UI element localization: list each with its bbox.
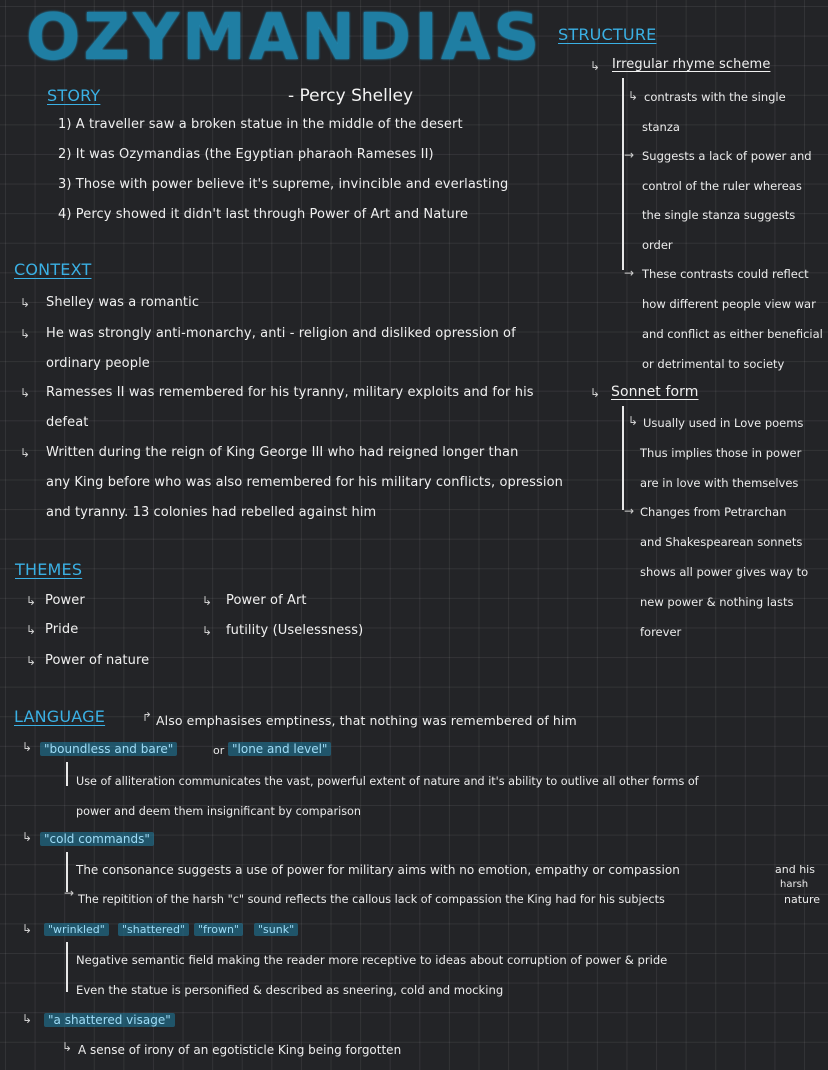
story-heading: STORY <box>47 86 101 105</box>
sonnet-form-title: Sonnet form <box>611 384 699 400</box>
quote3-line-2: Even the statue is personified & described as sneering, cold and mocking <box>76 983 504 997</box>
theme-power-of-nature: Power of nature <box>45 653 150 668</box>
context-line-8: and tyranny. 13 colonies had rebelled against him <box>46 505 377 520</box>
quote-sunk: "sunk" <box>254 923 298 936</box>
arrow-up-right-icon: ↱ <box>142 710 153 724</box>
themes-heading: THEMES <box>15 560 83 579</box>
story-item-3: 3) Those with power believe it's supreme, invincible and everlasting <box>58 177 509 192</box>
bullet-arrow-icon: ↳ <box>628 89 639 103</box>
sonnet-line-8: forever <box>640 625 682 639</box>
structure-irregular-line-7: These contrasts could reflect <box>642 267 809 281</box>
arrow-right-icon: → <box>624 266 635 280</box>
bullet-arrow-icon: ↳ <box>20 327 31 341</box>
bullet-arrow-icon: ↳ <box>590 59 601 73</box>
context-heading: CONTEXT <box>14 260 92 279</box>
context-line-1: Shelley was a romantic <box>46 295 200 310</box>
arrow-right-icon: → <box>624 148 635 162</box>
context-line-3: ordinary people <box>46 356 150 371</box>
bullet-arrow-icon: ↳ <box>20 296 31 310</box>
story-item-2: 2) It was Ozymandias (the Egyptian pharaoh Rameses II) <box>58 147 434 162</box>
sonnet-bracket <box>622 406 624 510</box>
quote2-note-harsh: harsh <box>780 879 809 890</box>
irregular-rhyme-title: Irregular rhyme scheme <box>612 57 771 72</box>
bullet-arrow-icon: ↳ <box>202 594 213 608</box>
bullet-arrow-icon: ↳ <box>26 654 37 668</box>
arrow-right-icon: → <box>64 886 75 900</box>
sonnet-line-1: Usually used in Love poems <box>643 416 804 430</box>
bullet-arrow-icon: ↳ <box>26 594 37 608</box>
arrow-right-icon: → <box>624 504 635 518</box>
theme-power-of-art: Power of Art <box>226 593 307 608</box>
context-line-4: Ramesses II was remembered for his tyranny, military exploits and for his <box>46 385 534 400</box>
structure-irregular-line-4: control of the ruler whereas <box>642 179 802 193</box>
structure-irregular-line-6: order <box>642 238 673 252</box>
quote2-note-and-his: and his <box>775 863 815 876</box>
structure-irregular-line-9: and conflict as either beneficial <box>642 327 823 341</box>
theme-power: Power <box>45 593 85 608</box>
story-item-1: 1) A traveller saw a broken statue in the middle of the desert <box>58 117 463 132</box>
structure-irregular-line-10: or detrimental to society <box>642 357 785 371</box>
quote4-line-1: A sense of irony of an egotisticle King being forgotten <box>78 1043 402 1057</box>
sonnet-line-6: shows all power gives way to <box>640 565 809 579</box>
sonnet-line-5: and Shakespearean sonnets <box>640 535 803 549</box>
context-line-7: any King before who was also remembered for his military conflicts, opression <box>46 475 563 490</box>
bullet-arrow-icon: ↳ <box>22 1012 33 1026</box>
quote-or-label: or <box>213 744 225 757</box>
bullet-arrow-icon: ↳ <box>202 624 213 638</box>
quote2-line-1: The consonance suggests a use of power for military aims with no emotion, empathy or compassion <box>76 863 680 877</box>
structure-irregular-line-2: stanza <box>642 120 680 134</box>
structure-heading: STRUCTURE <box>558 25 657 44</box>
quote-boundless-and-bare: "boundless and bare" <box>40 742 177 756</box>
structure-irregular-line-5: the single stanza suggests <box>642 208 796 222</box>
quote-lone-and-level: "lone and level" <box>228 742 331 756</box>
sonnet-line-7: new power & nothing lasts <box>640 595 794 609</box>
bullet-arrow-icon: ↳ <box>26 623 37 637</box>
quote2-line-2: The repitition of the harsh "c" sound reflects the callous lack of compassion the King had for his subjects <box>78 893 665 906</box>
quote2-note-nature: nature <box>784 893 821 906</box>
bullet-arrow-icon: ↳ <box>22 922 33 936</box>
structure-irregular-line-3: Suggests a lack of power and <box>642 149 812 163</box>
quote3-bracket <box>66 942 68 992</box>
bullet-arrow-icon: ↳ <box>62 1040 73 1054</box>
theme-pride: Pride <box>45 622 79 637</box>
theme-futility: futility (Uselessness) <box>226 623 364 638</box>
quote1-line-1: Use of alliteration communicates the vast, powerful extent of nature and it's ability to outlive all other forms of <box>76 775 699 788</box>
sonnet-line-4: Changes from Petrarchan <box>640 505 787 519</box>
context-line-5: defeat <box>46 415 89 430</box>
bullet-arrow-icon: ↳ <box>20 446 31 460</box>
page-title: OZYMANDIAS <box>26 1 543 75</box>
structure-irregular-line-1: contrasts with the single <box>644 90 786 104</box>
context-line-6: Written during the reign of King George III who had reigned longer than <box>46 445 519 460</box>
language-heading: LANGUAGE <box>14 707 106 726</box>
quote1-bracket <box>66 762 68 786</box>
quote-shattered: "shattered" <box>118 923 189 936</box>
structure-bracket <box>622 78 624 270</box>
bullet-arrow-icon: ↳ <box>20 386 31 400</box>
quote1-line-2: power and deem them insignificant by comparison <box>76 805 361 818</box>
quote3-line-1: Negative semantic field making the reader more receptive to ideas about corruption of power & pride <box>76 953 668 967</box>
sonnet-line-3: are in love with themselves <box>640 476 799 490</box>
bullet-arrow-icon: ↳ <box>22 830 33 844</box>
story-item-4: 4) Percy showed it didn't last through Power of Art and Nature <box>58 207 469 222</box>
quote-wrinkled: "wrinkled" <box>44 923 109 936</box>
language-side-note: Also emphasises emptiness, that nothing was remembered of him <box>156 713 577 728</box>
quote-cold-commands: "cold commands" <box>40 832 154 846</box>
sonnet-line-2: Thus implies those in power <box>640 446 802 460</box>
context-line-2: He was strongly anti-monarchy, anti - religion and disliked opression of <box>46 326 516 341</box>
author: - Percy Shelley <box>288 86 414 106</box>
bullet-arrow-icon: ↳ <box>22 740 33 754</box>
quote-a-shattered-visage: "a shattered visage" <box>44 1013 175 1027</box>
structure-irregular-line-8: how different people view war <box>642 297 816 311</box>
bullet-arrow-icon: ↳ <box>628 414 639 428</box>
bullet-arrow-icon: ↳ <box>590 386 601 400</box>
quote-frown: "frown" <box>194 923 243 936</box>
